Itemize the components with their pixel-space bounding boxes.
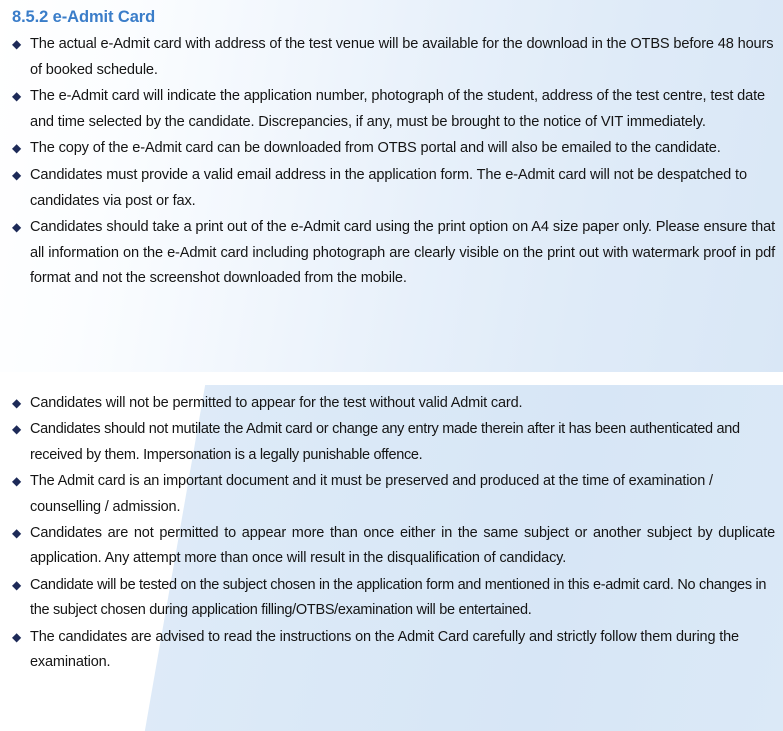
list-item-text: Candidates should not mutilate the Admit card or change any entry made therein after it has been authenticated and received by them. Impersonation is a legally punishable offence. <box>30 421 740 463</box>
diamond-bullet-icon: ◆ <box>12 37 22 51</box>
list-item <box>8 469 775 520</box>
diamond-bullet-icon: ◆ <box>12 89 22 104</box>
list-item <box>8 136 775 162</box>
diamond-bullet-icon: ◆ <box>12 167 22 182</box>
list-item <box>8 417 775 468</box>
block-separator <box>0 372 783 385</box>
list-item-text: The candidates are advised to read the instructions on the Admit Card carefully and strictly follow them during the examination. <box>30 628 739 671</box>
upper-bullet-list <box>8 32 775 292</box>
list-item <box>8 84 775 135</box>
lower-text-block <box>0 385 783 731</box>
list-item <box>8 163 775 214</box>
diamond-bullet-icon: ◆ <box>12 141 22 156</box>
diamond-bullet-icon: ◆ <box>12 577 22 592</box>
diamond-bullet-icon: ◆ <box>12 629 22 644</box>
diamond-bullet-icon: ◆ <box>12 220 22 235</box>
list-item <box>8 215 775 292</box>
list-item <box>8 573 775 624</box>
diamond-bullet-icon: ◆ <box>12 474 22 489</box>
list-item-text: The actual e-Admit card with address of the test venue will be available for the download in the OTBS before 48 hours of booked schedule. <box>30 36 774 78</box>
list-item <box>8 32 775 83</box>
list-item <box>8 391 775 416</box>
list-item <box>8 521 775 572</box>
diamond-bullet-icon: ◆ <box>12 396 22 410</box>
list-item <box>8 625 775 676</box>
diamond-bullet-icon: ◆ <box>12 526 22 541</box>
list-item-text: The e-Admit card will indicate the application number, photograph of the student, address of the test centre, test date and time selected by the candidate. Discrepancies, if any, must be brought to the notice of VIT immediately. <box>30 88 765 130</box>
list-item-text: Candidates will not be permitted to appear for the test without valid Admit card. <box>30 395 523 411</box>
section-heading: 8.5.2 e-Admit Card <box>12 8 156 26</box>
list-item-text: Candidates are not permitted to appear more than once either in the same subject or another subject by duplicate application. Any attempt more than once will result in the disqualification of candidacy. <box>30 525 775 567</box>
list-item-text: Candidate will be tested on the subject chosen in the application form and mentioned in this e-admit card. No changes in the subject chosen during application filling/OTBS/examination will be entertained. <box>30 576 767 619</box>
list-item-text: The copy of the e-Admit card can be downloaded from OTBS portal and will also be emailed to the candidate. <box>30 140 721 157</box>
diamond-bullet-icon: ◆ <box>12 422 22 437</box>
list-item-text: The Admit card is an important document and it must be preserved and produced at the time of examination / counselling / admission. <box>30 473 713 515</box>
list-item-text: Candidates must provide a valid email address in the application form. The e-Admit card will not be despatched to candidates via post or fax. <box>30 166 747 209</box>
lower-bullet-list <box>8 391 775 675</box>
list-item-text: Candidates should take a print out of the e-Admit card using the print option on A4 size paper only. Please ensure that all information on the e-Admit card including photograph are clearly visible on the print out with watermark proof in pdf format and not the screenshot downloaded from the mobile. <box>30 219 775 287</box>
